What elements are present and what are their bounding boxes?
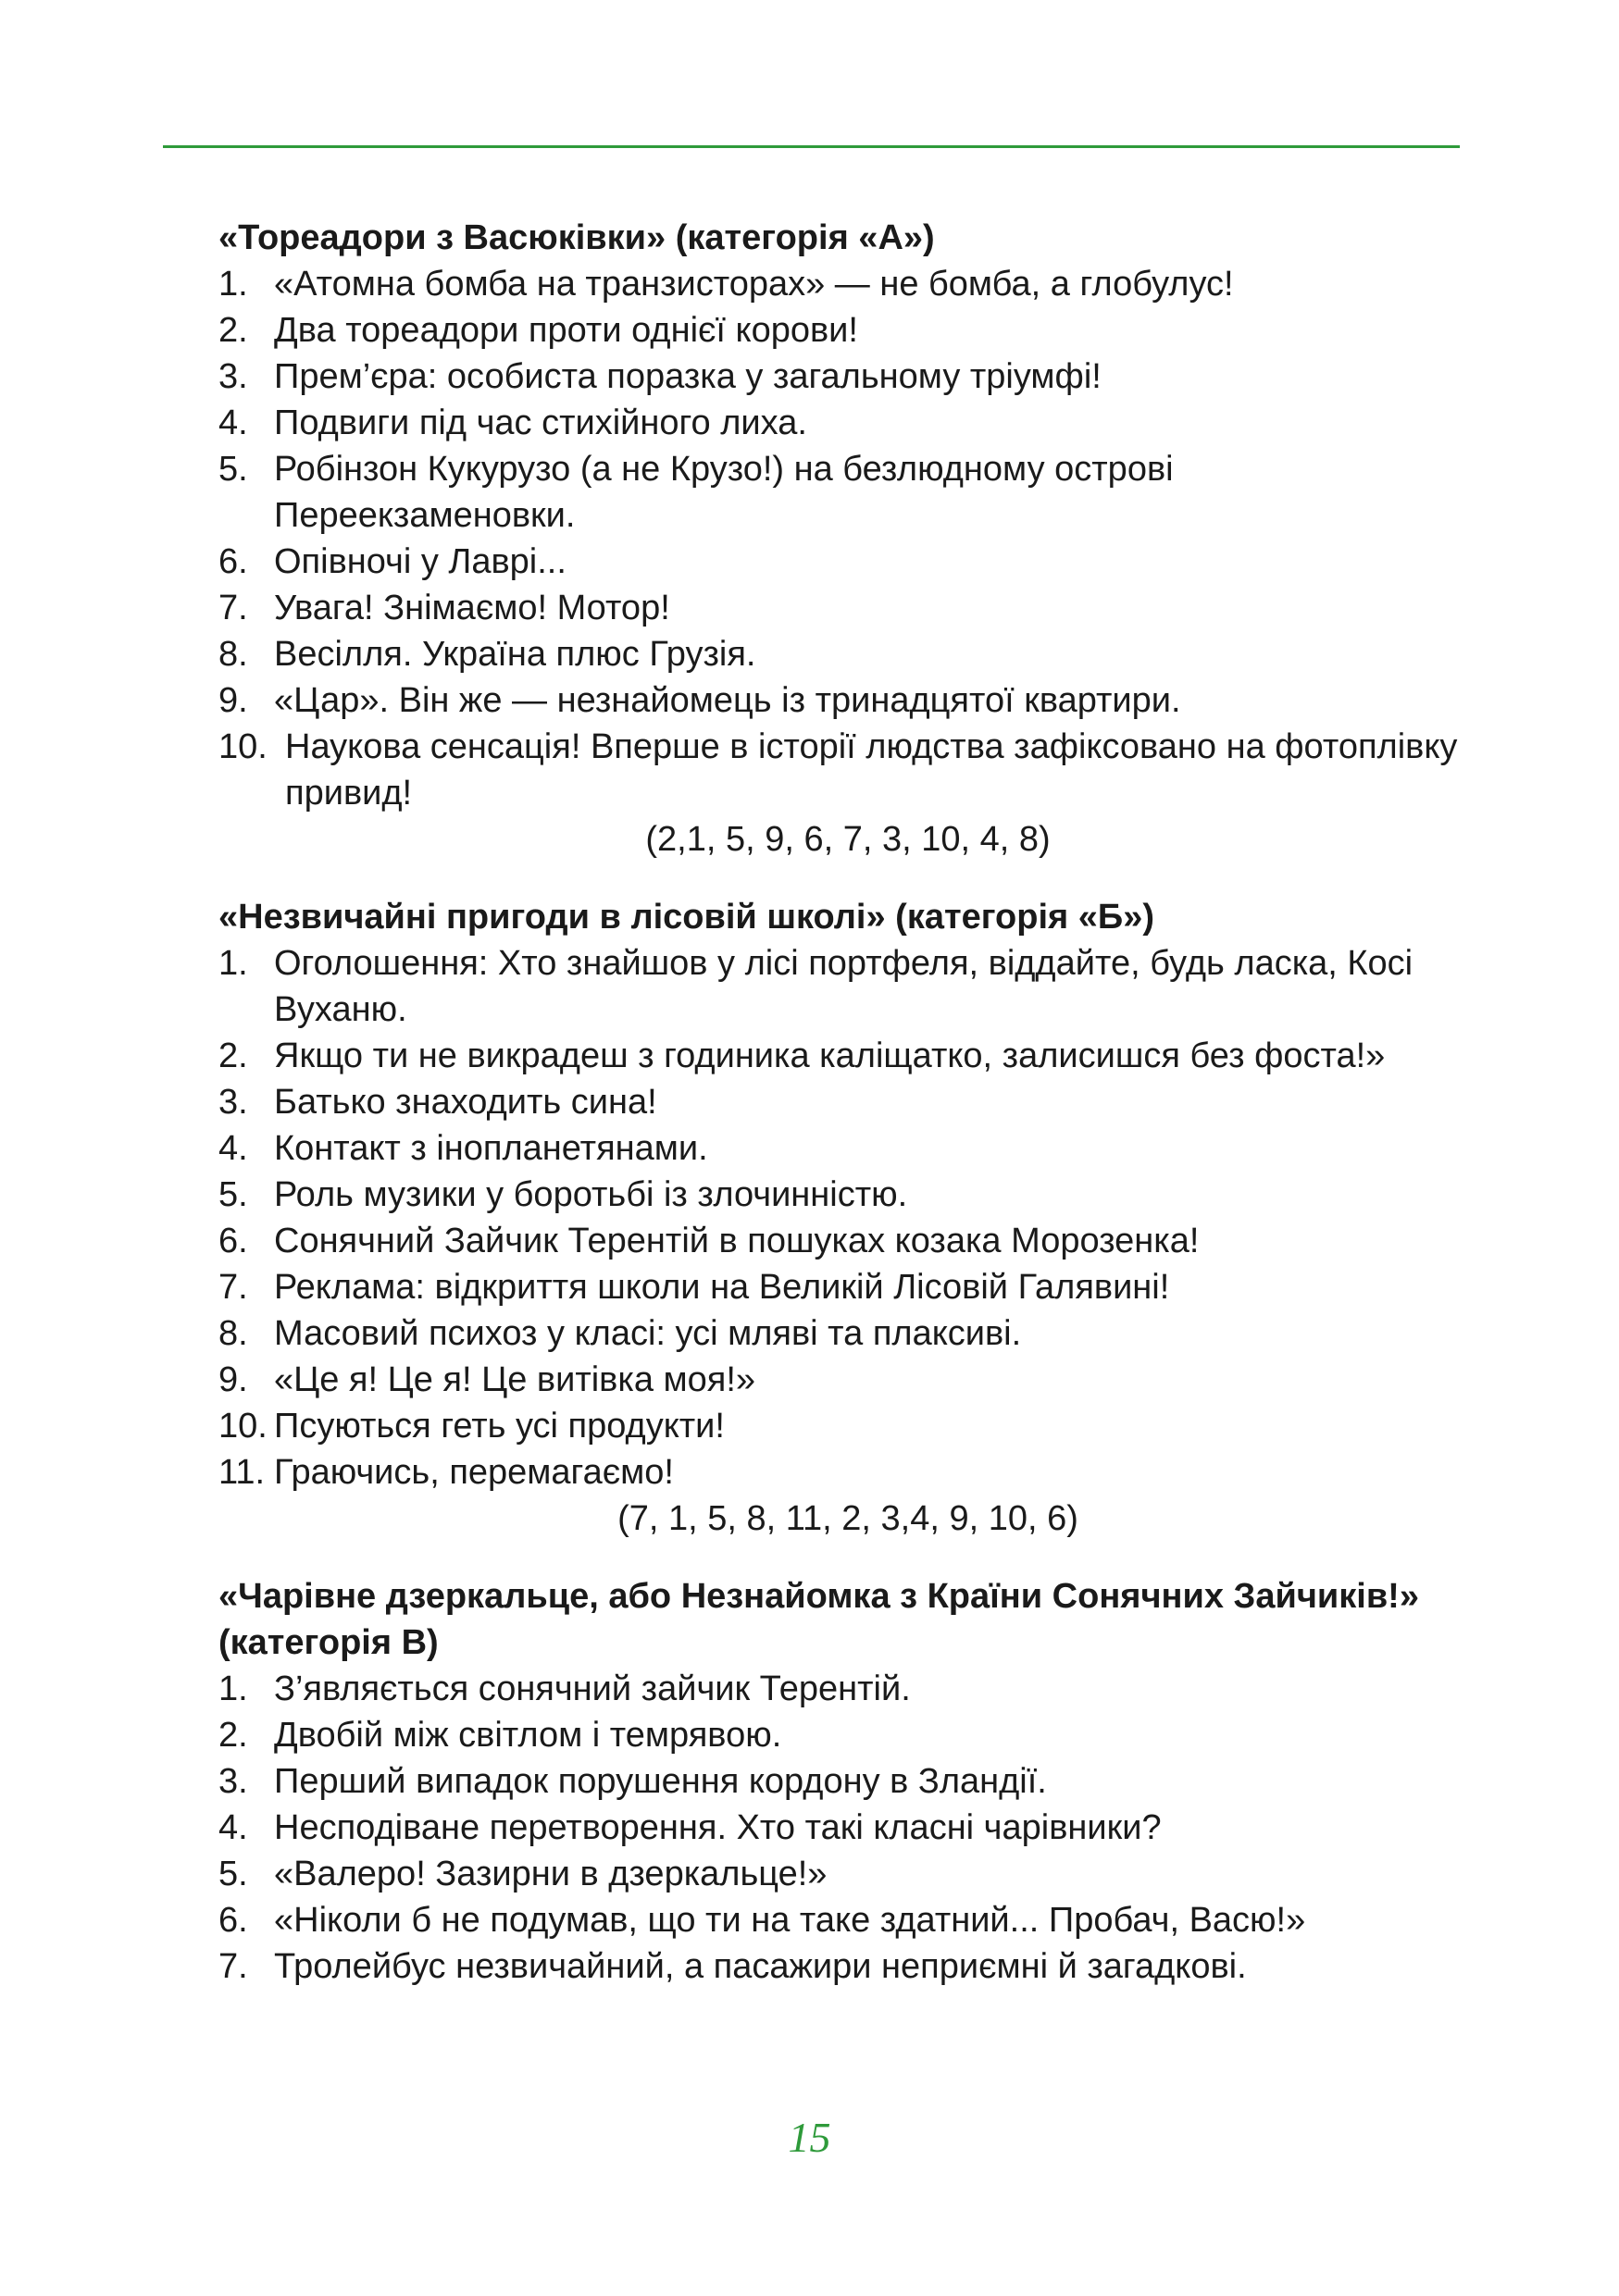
item-text: Увага! Знімаємо! Мотор! bbox=[274, 589, 670, 627]
item-text: «Атомна бомба на транзисторах» — не бомба, а глобулус! bbox=[274, 265, 1234, 304]
list-item bbox=[218, 1264, 1477, 1310]
list-item bbox=[218, 631, 1477, 677]
item-text: Масовий психоз у класі: усі мляві та плаксиві. bbox=[274, 1314, 1022, 1353]
section-toreadory bbox=[218, 215, 1477, 863]
answer-order: (7, 1, 5, 8, 11, 2, 3,4, 9, 10, 6) bbox=[617, 1499, 1078, 1538]
answer-order: (2,1, 5, 9, 6, 7, 3, 10, 4, 8) bbox=[645, 820, 1051, 859]
item-number: 7. bbox=[218, 1947, 248, 1986]
list-item bbox=[218, 1218, 1477, 1264]
item-text: Сонячний Зайчик Терентій в пошуках козака Морозенка! bbox=[274, 1222, 1200, 1260]
item-number: 8. bbox=[218, 635, 248, 674]
item-text: Прем’єра: особиста поразка у загальному тріумфі! bbox=[274, 357, 1102, 396]
item-number: 6. bbox=[218, 1222, 248, 1260]
item-number: 6. bbox=[218, 542, 248, 581]
item-text: Перший випадок порушення кордону в Зландії. bbox=[274, 1762, 1047, 1801]
list-item bbox=[218, 1449, 1477, 1496]
item-number: 2. bbox=[218, 1716, 248, 1755]
item-text: З’являється сонячний зайчик Терентій. bbox=[274, 1669, 911, 1708]
item-number: 2. bbox=[218, 311, 248, 350]
section-heading: «Тореадори з Васюківки» (категорія «А») bbox=[218, 218, 935, 257]
item-number: 11. bbox=[218, 1453, 266, 1492]
item-number: 2. bbox=[218, 1036, 248, 1075]
item-number: 3. bbox=[218, 357, 248, 396]
item-number: 3. bbox=[218, 1083, 248, 1122]
list-item bbox=[218, 307, 1477, 354]
item-text: Оголошення: Хто знайшов у лісі портфеля, віддайте, будь ласка, Косі Вуханю. bbox=[274, 944, 1414, 1029]
list-item bbox=[218, 1079, 1477, 1125]
item-number: 10. bbox=[218, 1407, 268, 1446]
item-number: 4. bbox=[218, 1129, 248, 1168]
list-item bbox=[218, 1943, 1477, 1990]
item-text: Граючись, перемагаємо! bbox=[274, 1453, 674, 1492]
list-item bbox=[218, 1033, 1477, 1079]
item-text: Несподіване перетворення. Хто такі класні чарівники? bbox=[274, 1808, 1162, 1847]
item-text: Контакт з інопланетянами. bbox=[274, 1129, 708, 1168]
item-number: 4. bbox=[218, 1808, 248, 1847]
list-item bbox=[218, 1125, 1477, 1172]
list-item bbox=[218, 1357, 1477, 1403]
item-number: 1. bbox=[218, 1669, 248, 1708]
list-item bbox=[218, 1310, 1477, 1357]
item-number: 7. bbox=[218, 1268, 248, 1307]
list-item bbox=[218, 1712, 1477, 1758]
item-text: Реклама: відкриття школи на Великій Лісовій Галявині! bbox=[274, 1268, 1170, 1307]
item-text: «Валеро! Зазирни в дзеркальце!» bbox=[274, 1855, 828, 1893]
item-text: «Цар». Він же — незнайомець із тринадцятої квартири. bbox=[274, 681, 1181, 720]
list-item bbox=[218, 400, 1477, 446]
list-item bbox=[218, 585, 1477, 631]
top-rule bbox=[163, 145, 1460, 148]
list-item bbox=[218, 1758, 1477, 1805]
chapter-list bbox=[218, 261, 1477, 816]
item-text: Якщо ти не викрадеш з годиника каліщатко, залисишся без фоста!» bbox=[274, 1036, 1386, 1075]
item-number: 1. bbox=[218, 265, 248, 304]
list-item bbox=[218, 1172, 1477, 1218]
item-text: Два тореадори проти однієї корови! bbox=[274, 311, 858, 350]
item-text: Наукова сенсація! Вперше в історії людства зафіксовано на фотоплівку привид! bbox=[285, 727, 1458, 813]
list-item bbox=[218, 1805, 1477, 1851]
page-content bbox=[218, 215, 1477, 1990]
list-item bbox=[218, 1851, 1477, 1897]
item-number: 5. bbox=[218, 450, 248, 489]
item-number: 5. bbox=[218, 1175, 248, 1214]
item-text: Тролейбус незвичайний, а пасажири неприємні й загадкові. bbox=[274, 1947, 1247, 1986]
chapter-list bbox=[218, 940, 1477, 1496]
list-item bbox=[218, 446, 1477, 539]
chapter-list bbox=[218, 1666, 1477, 1990]
page-number: 15 bbox=[788, 2114, 831, 2161]
item-number: 6. bbox=[218, 1901, 248, 1940]
list-item bbox=[218, 940, 1477, 1033]
item-number: 1. bbox=[218, 944, 248, 983]
list-item bbox=[218, 724, 1477, 816]
item-number: 10. bbox=[218, 727, 268, 766]
section-heading: «Чарівне дзеркальце, або Незнайомка з Країни Сонячних Зайчиків!» (категорія В) bbox=[218, 1577, 1419, 1662]
item-number: 7. bbox=[218, 589, 248, 627]
item-number: 9. bbox=[218, 681, 248, 720]
list-item bbox=[218, 354, 1477, 400]
item-text: Робінзон Кукурузо (а не Крузо!) на безлюдному острові Переекзаменовки. bbox=[274, 450, 1174, 535]
item-number: 9. bbox=[218, 1360, 248, 1399]
item-text: «Ніколи б не подумав, що ти на таке здатний... Пробач, Васю!» bbox=[274, 1901, 1306, 1940]
list-item bbox=[218, 539, 1477, 585]
item-text: Псуються геть усі продукти! bbox=[274, 1407, 725, 1446]
section-lisova-shkola bbox=[218, 894, 1477, 1542]
list-item bbox=[218, 1897, 1477, 1943]
section-charivne-dzerkaltse bbox=[218, 1573, 1477, 1990]
item-text: Опівночі у Лаврі... bbox=[274, 542, 567, 581]
item-number: 8. bbox=[218, 1314, 248, 1353]
item-text: Роль музики у боротьбі із злочинністю. bbox=[274, 1175, 908, 1214]
item-number: 4. bbox=[218, 403, 248, 442]
item-text: Двобій між світлом і темрявою. bbox=[274, 1716, 782, 1755]
list-item bbox=[218, 261, 1477, 307]
item-text: «Це я! Це я! Це витівка моя!» bbox=[274, 1360, 756, 1399]
item-number: 3. bbox=[218, 1762, 248, 1801]
list-item bbox=[218, 677, 1477, 724]
item-number: 5. bbox=[218, 1855, 248, 1893]
list-item bbox=[218, 1403, 1477, 1449]
list-item bbox=[218, 1666, 1477, 1712]
item-text: Батько знаходить сина! bbox=[274, 1083, 657, 1122]
item-text: Весілля. Україна плюс Грузія. bbox=[274, 635, 756, 674]
section-heading: «Незвичайні пригоди в лісовій школі» (категорія «Б») bbox=[218, 898, 1155, 937]
item-text: Подвиги під час стихійного лиха. bbox=[274, 403, 807, 442]
